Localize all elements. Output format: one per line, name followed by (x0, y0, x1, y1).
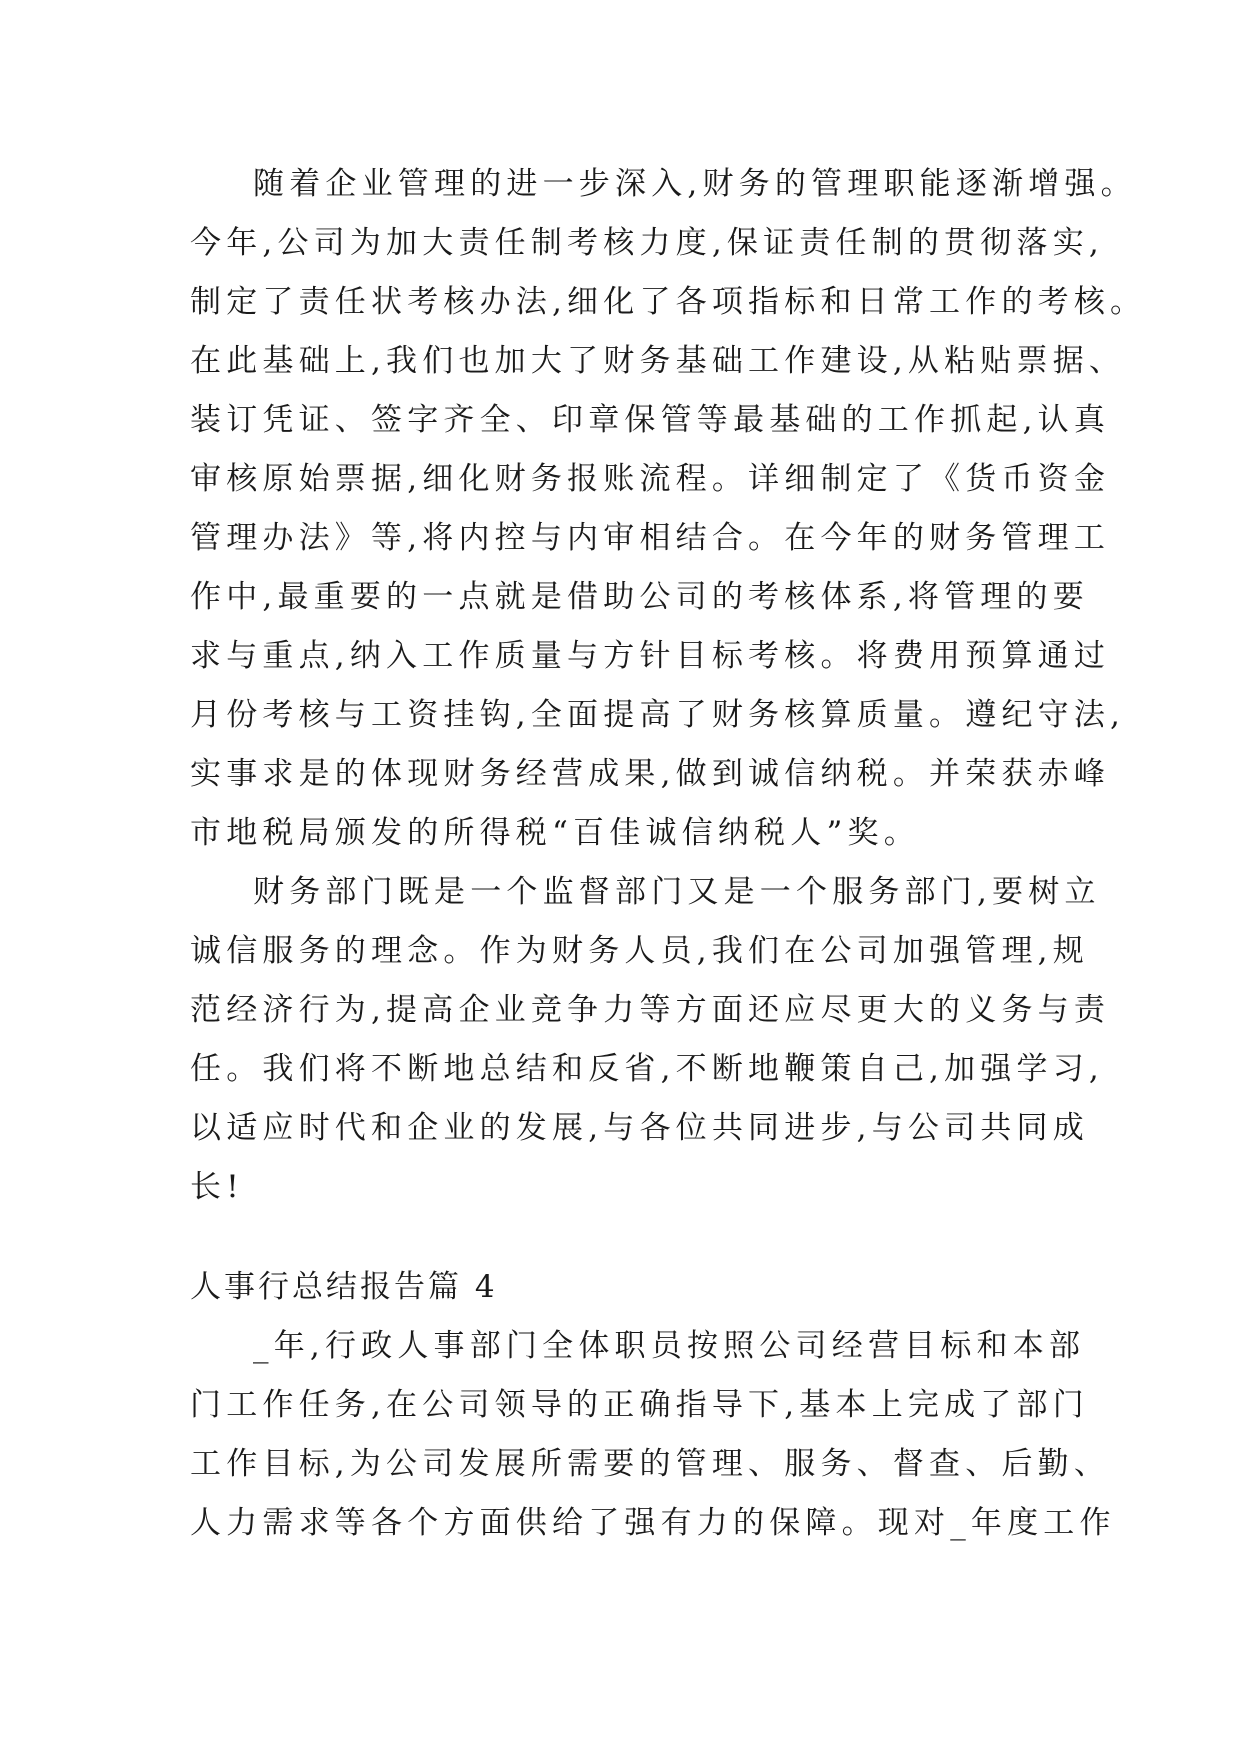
paragraph-1-line-12: 市地税局颁发的所得税“百佳诚信纳税人”奖。 (190, 815, 920, 851)
paragraph-1-line-11: 实事求是的体现财务经营成果,做到诚信纳税。并荣获赤峰 (190, 756, 1111, 792)
paragraph-2-line-6: 长! (190, 1169, 244, 1205)
paragraph-3-line-4: 人力需求等各个方面供给了强有力的保障。现对_年度工作 (190, 1505, 1116, 1541)
paragraph-2-line-2: 诚信服务的理念。作为财务人员,我们在公司加强管理,规 (190, 933, 1089, 969)
paragraph-1-line-2: 今年,公司为加大责任制考核力度,保证责任制的贯彻落实, (190, 225, 1104, 261)
paragraph-3-line-1: _年,行政人事部门全体职员按照公司经营目标和本部 (253, 1328, 1086, 1364)
paragraph-3-line-2: 门工作任务,在公司领导的正确指导下,基本上完成了部门 (190, 1387, 1089, 1423)
paragraph-2-line-1: 财务部门既是一个监督部门又是一个服务部门,要树立 (253, 874, 1101, 910)
paragraph-1-line-9: 求与重点,纳入工作质量与方针目标考核。将费用预算通过 (190, 638, 1111, 674)
paragraph-2-line-5: 以适应时代和企业的发展,与各位共同进步,与公司共同成 (190, 1110, 1089, 1146)
section-heading: 人事行总结报告篇 4 (190, 1269, 498, 1305)
paragraph-1-line-1: 随着企业管理的进一步深入,财务的管理职能逐渐增强。 (253, 166, 1137, 202)
paragraph-1-line-10: 月份考核与工资挂钩,全面提高了财务核算质量。遵纪守法, (190, 697, 1126, 733)
paragraph-2-line-3: 范经济行为,提高企业竞争力等方面还应尽更大的义务与责 (190, 992, 1111, 1028)
paragraph-3-line-3: 工作目标,为公司发展所需要的管理、服务、督查、后勤、 (190, 1446, 1111, 1482)
paragraph-1-line-4: 在此基础上,我们也加大了财务基础工作建设,从粘贴票据、 (190, 343, 1126, 379)
paragraph-1-line-6: 审核原始票据,细化财务报账流程。详细制定了《货币资金 (190, 461, 1111, 497)
paragraph-1-line-3: 制定了责任状考核办法,细化了各项指标和日常工作的考核。 (190, 284, 1147, 320)
paragraph-1-line-5: 装订凭证、签字齐全、印章保管等最基础的工作抓起,认真 (190, 402, 1111, 438)
paragraph-1-line-7: 管理办法》等,将内控与内审相结合。在今年的财务管理工 (190, 520, 1111, 556)
paragraph-2-line-4: 任。我们将不断地总结和反省,不断地鞭策自己,加强学习, (190, 1051, 1104, 1087)
paragraph-1-line-8: 作中,最重要的一点就是借助公司的考核体系,将管理的要 (190, 579, 1089, 615)
